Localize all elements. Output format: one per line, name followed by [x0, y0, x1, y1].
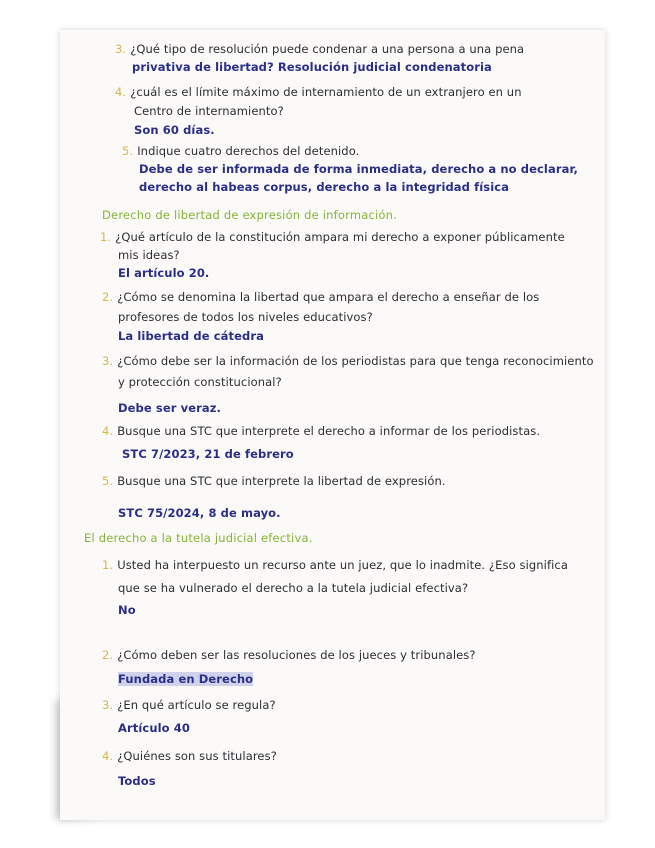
question-3b-line-2: y protección constitucional? — [118, 375, 282, 389]
question-5b-number: 5. — [102, 474, 114, 488]
question-1c-line-1: 1. Usted ha interpuesto un recurso ante un juez, que lo inadmite. ¿Eso significa — [102, 558, 568, 572]
question-2c-line-1: 2. ¿Cómo deben ser las resoluciones de los jueces y tribunales? — [102, 648, 476, 662]
question-3-line-1: 3. ¿Qué tipo de resolución puede condenar a una persona a una pena — [115, 42, 525, 56]
answer-4b: STC 7/2023, 21 de febrero — [122, 447, 294, 461]
answer-2: La libertad de cátedra — [118, 329, 264, 343]
answer-2c: Fundada en Derecho — [118, 672, 254, 686]
question-1-number: 1. — [100, 230, 112, 244]
answer-1: El artículo 20. — [118, 266, 210, 280]
question-4-number: 4. — [115, 85, 127, 99]
question-1c-number: 1. — [102, 558, 114, 572]
question-4b-number: 4. — [102, 424, 114, 438]
section-heading-tutela-judicial: El derecho a la tutela judicial efectiva. — [84, 531, 313, 545]
question-4c-line-1: 4. ¿Quiénes son sus titulares? — [102, 749, 277, 763]
question-2c-number: 2. — [102, 648, 114, 662]
question-2-number: 2. — [102, 290, 114, 304]
question-2-line-1: 2. ¿Cómo se denomina la libertad que ampara el derecho a enseñar de los — [102, 290, 540, 304]
question-3b-number: 3. — [102, 354, 114, 368]
answer-3c: Artículo 40 — [118, 721, 190, 735]
notebook-page — [60, 30, 605, 820]
question-5b-line-1: 5. Busque una STC que interprete la libertad de expresión. — [102, 474, 446, 488]
question-2-line-2: profesores de todos los niveles educativos? — [118, 310, 373, 324]
answer-5-line-1: Debe de ser informada de forma inmediata, derecho a no declarar, — [139, 162, 579, 176]
question-3-number: 3. — [115, 42, 127, 56]
answer-4c: Todos — [118, 774, 156, 788]
answer-5-line-2: derecho al habeas corpus, derecho a la integridad física — [139, 180, 510, 194]
answer-4: Son 60 días. — [134, 123, 215, 137]
question-3c-line-1: 3. ¿En qué artículo se regula? — [102, 698, 276, 712]
question-1-line-1: 1. ¿Qué artículo de la constitución ampara mi derecho a exponer públicamente — [100, 230, 565, 244]
question-5-line-1: 5. Indique cuatro derechos del detenido. — [122, 144, 360, 158]
question-3-line-2: privativa de libertad? Resolución judicial condenatoria — [132, 60, 492, 74]
question-3c-number: 3. — [102, 698, 114, 712]
answer-1c: No — [118, 603, 136, 617]
question-1-line-2: mis ideas? — [118, 248, 180, 262]
question-5-number: 5. — [122, 144, 134, 158]
answer-3b: Debe ser veraz. — [118, 401, 221, 415]
question-4c-number: 4. — [102, 749, 114, 763]
question-4-line-1: 4. ¿cuál es el límite máximo de internamiento de un extranjero en un — [115, 85, 522, 99]
question-3b-line-1: 3. ¿Cómo debe ser la información de los periodistas para que tenga reconocimiento — [102, 354, 594, 368]
question-4b-line-1: 4. Busque una STC que interprete el derecho a informar de los periodistas. — [102, 424, 541, 438]
question-1c-line-2: que se ha vulnerado el derecho a la tutela judicial efectiva? — [118, 581, 469, 595]
question-4-line-2: Centro de internamiento? — [134, 104, 284, 118]
answer-5b: STC 75/2024, 8 de mayo. — [118, 506, 281, 520]
section-heading-libertad-expresion: Derecho de libertad de expresión de información. — [102, 208, 398, 222]
